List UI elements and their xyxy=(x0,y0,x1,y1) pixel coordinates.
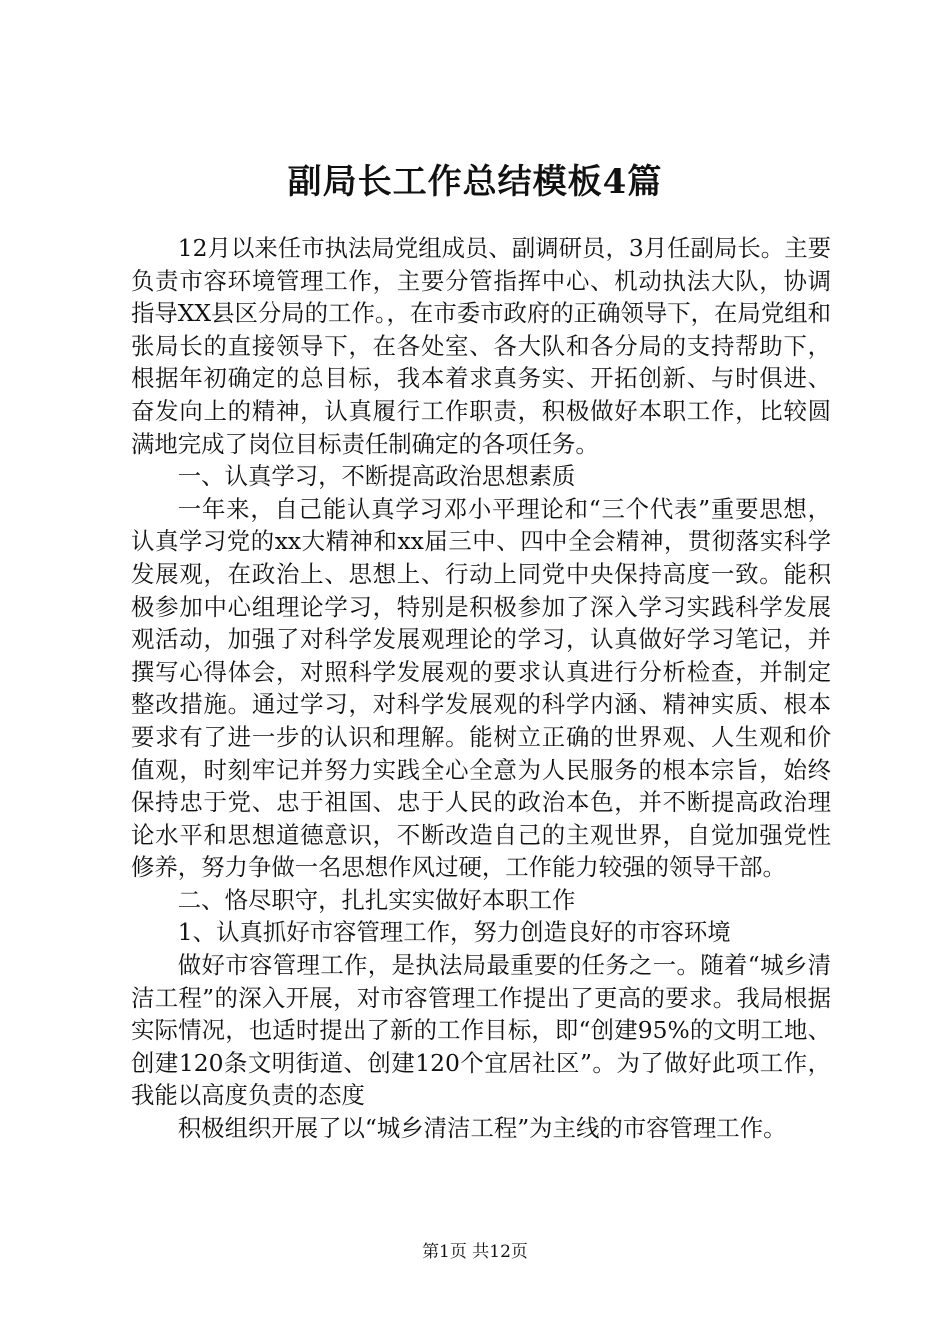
document-title: 副局长工作总结模板4篇 xyxy=(287,162,663,202)
paragraph-clean-project: 积极组织开展了以“城乡清洁工程”为主线的市容管理工作。 xyxy=(177,1114,787,1143)
document-body xyxy=(131,232,831,1145)
page-number-footer: 第1页 共12页 xyxy=(422,1242,528,1262)
paragraph-study: 一年来，自己能认真学习邓小平理论和“三个代表”重要思想，认真学习党的xx大精神和xx届三中、四中全会精神，贯彻落实科学发展观，在政治上、思想上、行动上同党中央保持高度一致。能积极参加中心组理论学习，特别是积极参加了深入学习实践科学发展观活动，加强了对科学发展观理论的学习，认真做好学习笔记，并撰写心得体会，对照科学发展观的要求认真进行分析检查，并制定整改措施。通过学习，对科学发展观的科学内涵、精神实质、根本要求有了进一步的认识和理解。能树立正确的世界观、人生观和价值观，时刻牢记并努力实践全心全意为人民服务的根本宗旨，始终保持忠于党、忠于祖国、忠于人民的政治本色，并不断提高政治理论水平和思想道德意识，不断改造自己的主观世界，自觉加强党性修养，努力争做一名思想作风过硬，工作能力较强的领导干部。 xyxy=(131,494,831,882)
paragraph-intro: 12月以来任市执法局党组成员、副调研员，3月任副局长。主要负责市容环境管理工作，主要分管指挥中心、机动执法大队，协调指导XX县区分局的工作。，在市委市政府的正确领导下，在局党组和张局长的直接领导下，在各处室、各大队和各分局的支持帮助下，根据年初确定的总目标，我本着求真务实、开拓创新、与时俱进、奋发向上的精神，认真履行工作职责，积极做好本职工作，比较圆满地完成了岗位目标责任制确定的各项任务。 xyxy=(131,234,831,458)
subsection-heading-city-appearance: 1、认真抓好市容管理工作，努力创造良好的市容环境 xyxy=(177,918,731,947)
section-heading-duty: 二、恪尽职守，扎扎实实做好本职工作 xyxy=(177,885,576,914)
paragraph-city-appearance: 做好市容管理工作，是执法局最重要的任务之一。随着“城乡清洁工程”的深入开展，对市容管理工作提出了更高的要求。我局根据实际情况，也适时提出了新的工作目标，即“创建95%的文明工地、创建120条文明街道、创建120个宜居社区”。为了做好此项工作，我能以高度负责的态度 xyxy=(131,951,831,1110)
section-heading-study: 一、认真学习，不断提高政治思想素质 xyxy=(177,462,576,491)
